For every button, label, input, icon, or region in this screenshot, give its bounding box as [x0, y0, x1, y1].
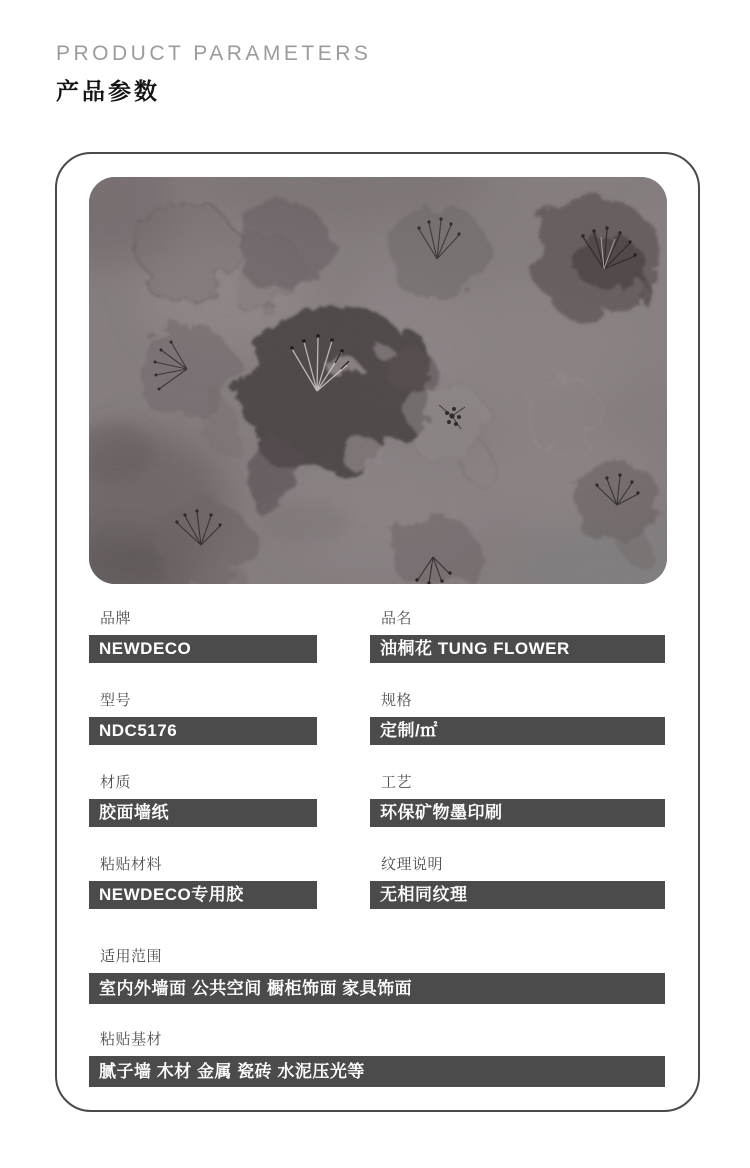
field-product-name-value: 油桐花 TUNG FLOWER	[370, 635, 665, 663]
field-craft-value: 环保矿物墨印刷	[370, 799, 665, 827]
field-model	[89, 691, 317, 745]
field-application-scope-label: 适用范围	[100, 948, 163, 965]
page-title-english: PRODUCT PARAMETERS	[56, 42, 372, 65]
page-title-chinese: 产品参数	[56, 78, 160, 104]
field-texture-note-label: 纹理说明	[381, 856, 444, 873]
field-adhesive-material-value: NEWDECO专用胶	[89, 881, 317, 909]
field-material	[89, 773, 317, 827]
field-substrate-label: 粘贴基材	[100, 1031, 163, 1048]
field-material-value: 胶面墙纸	[89, 799, 317, 827]
field-brand	[89, 609, 317, 663]
field-spec-value: 定制/㎡	[370, 717, 665, 745]
field-texture-note-value: 无相同纹理	[370, 881, 665, 909]
field-application-scope	[89, 947, 665, 1004]
field-product-name-label: 品名	[381, 610, 413, 627]
field-texture-note	[370, 855, 665, 909]
field-application-scope-value: 室内外墙面 公共空间 橱柜饰面 家具饰面	[89, 973, 665, 1004]
field-brand-label: 品牌	[100, 610, 132, 627]
product-image	[89, 177, 667, 584]
field-model-label: 型号	[100, 692, 132, 709]
field-craft-label: 工艺	[381, 774, 413, 791]
field-craft	[370, 773, 665, 827]
field-adhesive-material	[89, 855, 317, 909]
field-spec	[370, 691, 665, 745]
field-material-label: 材质	[100, 774, 132, 791]
field-model-value: NDC5176	[89, 717, 317, 745]
field-substrate-value: 腻子墙 木材 金属 瓷砖 水泥压光等	[89, 1056, 665, 1087]
field-spec-label: 规格	[381, 692, 413, 709]
field-adhesive-material-label: 粘贴材料	[100, 856, 163, 873]
field-brand-value: NEWDECO	[89, 635, 317, 663]
parameters-card	[55, 152, 700, 1112]
tung-flower-artwork	[89, 177, 667, 584]
field-product-name	[370, 609, 665, 663]
field-substrate	[89, 1030, 665, 1087]
